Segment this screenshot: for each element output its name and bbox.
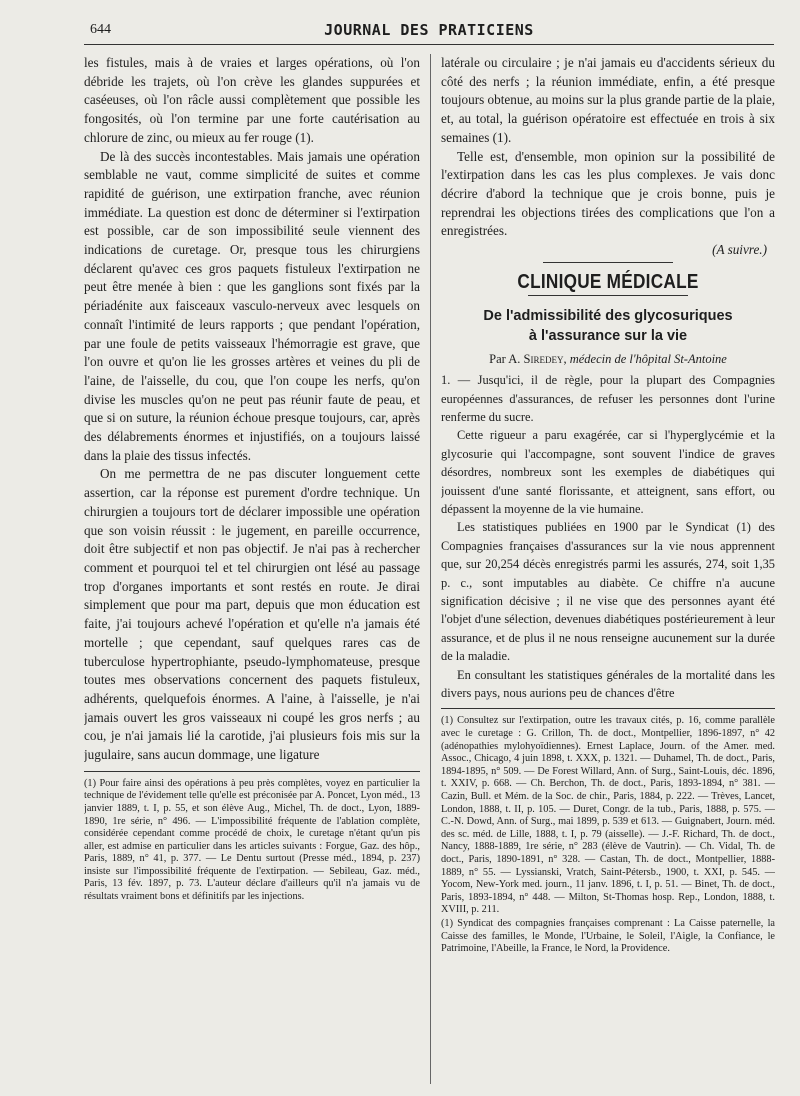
byline-author: Siredey, <box>523 352 567 367</box>
byline-prefix: Par A. <box>489 352 521 367</box>
a-suivre: (A suivre.) <box>712 242 767 258</box>
article-title-line-2: à l'assurance sur la vie <box>528 328 688 345</box>
right-footnote-2: (1) Syndicat des compagnies françaises comprenant : La Caisse paternelle, la Caisse des familles, le Monde, l'Urbaine, le Soleil, l'Aigle, la Confiance, le Patrimoine, l'Abeille, la France, le Nord, la Providence. <box>441 917 775 955</box>
journal-title: JOURNAL DES PRATICIENS <box>324 21 534 39</box>
right-paragraph-1: latérale ou circulaire ; je n'ai jamais eu d'accidents sérieux du côté des nerfs ; la réunion immédiate, enfin, a été presque toujours obtenue, au moins sur la plus grande partie de la plaie, et, au total, la guérison opératoire est effectuée en trois à six semaines (1). <box>441 55 775 145</box>
article-paragraph-3: Les statistiques publiées en 1900 par le Syndicat (1) des Compagnies françaises d'assurances sur la vie nous apprennent que, sur 20,254 décès enregistrés parmi les assurés, 274, soit 1,35 p. c., sont imputables au diabète. Ce chiffre n'a aucune signification décisive ; il ne vise que des personnes ayant été l'objet d'une sélection, devenues diabétiques postérieurement à leur assurance, et de plus il ne nous renseigne aucunement sur la durée de la maladie. <box>441 520 775 664</box>
article-paragraph-1: 1. — Jusqu'ici, il de règle, pour la plupart des Compagnies européennes d'assurances, de refuser les personnes dont l'urine renferme du sucre. <box>441 373 775 424</box>
section-rule <box>528 295 688 296</box>
short-rule <box>543 262 673 263</box>
right-column <box>441 54 775 1084</box>
right-footnotes <box>441 715 775 955</box>
article-body <box>441 371 775 702</box>
right-paragraph-2: Telle est, d'ensemble, mon opinion sur la possibilité de l'extirpation dans les cas les plus complexes. Je vais donc décrire d'abord la technique que je crois bonne, puis je reprendrai les objections tirées des complications que l'on a enregistrées. <box>441 148 775 239</box>
article-paragraph-4: En consultant les statistiques générales de la mortalité dans les divers pays, nous aurions peu de chances d'être <box>441 667 775 701</box>
left-footnotes <box>84 778 420 904</box>
footnote-rule <box>441 708 775 709</box>
article-paragraph-2: Cette rigueur a paru exagérée, car si l'hyperglycémie et la glycosurie qui l'accompagne, sont souvent l'indice de graves désordres, nombreux sont les exemples de diabétiques qui jouissent d'une santé florissante, et atteignent, sans effort, ou dépassent la moyenne de la vie humaine. <box>441 428 775 516</box>
column-divider <box>430 54 431 1084</box>
article-title <box>441 306 775 346</box>
byline <box>441 350 775 369</box>
right-footnote-1: (1) Consultez sur l'extirpation, outre les travaux cités, p. 16, comme parallèle avec le curetage : G. Crillon, Th. de doct., Montpellier, 1896-1897, n° 42 (adénopathies mylohyoïdiennes). Ernest Laplace, Journ. of the Amer. med. Assoc., Chicago, 4 juin 1898, t. XXX, p. 1321. — Duhamel, Th. de doct., Paris, 1894-1895, n° 509. — De Forest Willard, Ann. of Surg., Saint-Louis, déc. 1896, t. XXIV, p. 668. — Ch. Berchon, Th. de doct., Paris, 1893-1894, n° 381. — Cazin, Bull. et Mém. de la Soc. de chir., Paris, 1884, p. 222. — Trèves, Lancet, London, 1888, t. II, p. 105. — Duret, Congr. de la tub., Paris, 1888, p. 575. — C.-N. Dowd, Ann. of Surg., mai 1899, p. 539 et 613. — Guignabert, Journ. méd. des sc. méd. de Lille, 1888, t. I, p. 79 (aisselle). — J.-F. Richard, Th. de doct., Nancy, 1888-1889, 1re série, n° 283 (élève de Vautrin). — Ch. Vidal, Th. de doct., Paris, 1890-1891, n° 328. — Castan, Th. de doct., Montpellier, 1888-1889, n° 55. — Lyssianski, Vratch, Saint-Pétersb., 1900, t. XXI, p. 545. — Yocom, New-York med. journ., 11 janv. 1896, t. I, p. 51. — Binet, Th. de doct., Paris, 1893-1894, n° 448. — Milton, St-Thomas hosp. Rep., London, 1888, t. XVIII, p. 211. <box>441 715 775 916</box>
left-column <box>84 54 420 1084</box>
left-paragraph-3: On me permettra de ne pas discuter longuement cette assertion, car la réponse est purement d'ordre technique. Un chirurgien a toujours tort de déclarer impossible une opération que son voisin réussit : le jugement, en pareille occurrence, doit être subjectif et non pas objectif. Je n'ai pas à rechercher comment et pourquoi tel et tel chirurgien ont lésé au passage trop d'organes importants et sont restés en route. Je dirai simplement que pour ma part, depuis que mon éducation est faite, j'ai toujours achevé l'opération et qu'elle n'a jamais été mortelle ; que cependant, sauf quelques rares cas de tuberculose hypertrophiante, pseudo-lymphomateuse, presque toutes mes observations concernent des paquets fistuleux, adhérents, quelquefois énormes. A l'aine, à l'aisselle, je n'ai jamais ouvert les gros vaisseaux ni coupé les gros nerfs ; au cou, je n'ai jamais lié la carotide, j'ai plusieurs fois mis sur la jugulaire, sans aucun dommage, une ligature <box>84 466 420 763</box>
article-title-line-1: De l'admissibilité des glycosuriques <box>483 308 733 325</box>
page-header <box>84 18 774 45</box>
footnote-rule <box>84 771 420 772</box>
page-number: 644 <box>90 22 111 37</box>
left-paragraph-2: De là des succès incontestables. Mais jamais une opération semblable ne vaut, comme simplicité de suites et comme rapidité de guérison, une extirpation franche, avec réunion immédiate. La question est donc de déterminer si l'extirpation est possible, car de son impossibilité seule viennent des indications de curetage. Or, presque tous les chirurgiens déclarent qu'avec ces gros paquets fistuleux l'extirpation ne peut être menée à bien : que les ganglions sont fixés par la périadénite aux faisceaux vasculo-nerveux avec lesquels on connaît l'intimité de leurs rapports ; que pendant l'opération, par une foule de petits vaisseaux l'hémorragie est grave, que l'on ouvre et qu'on lie les grosses artères et veines du pli de l'aine, de l'aisselle, du cou, que l'on coupe les nerfs, qu'on divise les muscles qu'on ne peut pas réunir faute de peau, et que si on suture, la réunion échoue presque toujours, car, après des délabrements énormes et injustifiés, on a toujours laissé dans la plaie des tissus infectés. <box>84 148 420 463</box>
left-paragraph-1: les fistules, mais à de vraies et larges opérations, où l'on débride les trajets, où l'on crève les glandes suppurées et caséeuses, où l'on râcle aussi complètement que possible les fongosités, où l'on termine par une forte cautérisation au chlorure de zinc, ou mieux au fer rouge (1). <box>84 55 420 145</box>
section-title: CLINIQUE MÉDICALE <box>517 270 699 293</box>
byline-role: médecin de l'hôpital St-Antoine <box>569 352 727 367</box>
left-footnote-1: (1) Pour faire ainsi des opérations à peu près complètes, voyez en particulier la technique de l'évidement telle qu'elle est préconisée par A. Poncet, Lyon méd., 13 janvier 1889, t. I, p. 55, et son élève Aug., Michel, Th. de doct., Lyon, 1889-1890, 1re série, n° 496. — L'impossibilité fréquente de l'ablation complète, considérée cependant comme procédé de choix, le curetage n'étant qu'un pis aller, est admise en particulier dans les articles suivants : Forgue, Gaz. des hôp., Paris, 1889, n° 41, p. 377. — Le Dentu surtout (Presse méd., 1894, p. 237) insiste sur l'impossibilité fréquente de l'extirpation. — Sebileau, Gaz. méd., Paris, 13 fév. 1897, p. 73. L'auteur déclare d'ailleurs qu'il n'a jamais vu de résultats vraiment bons et définitifs par les injections. <box>84 777 420 903</box>
